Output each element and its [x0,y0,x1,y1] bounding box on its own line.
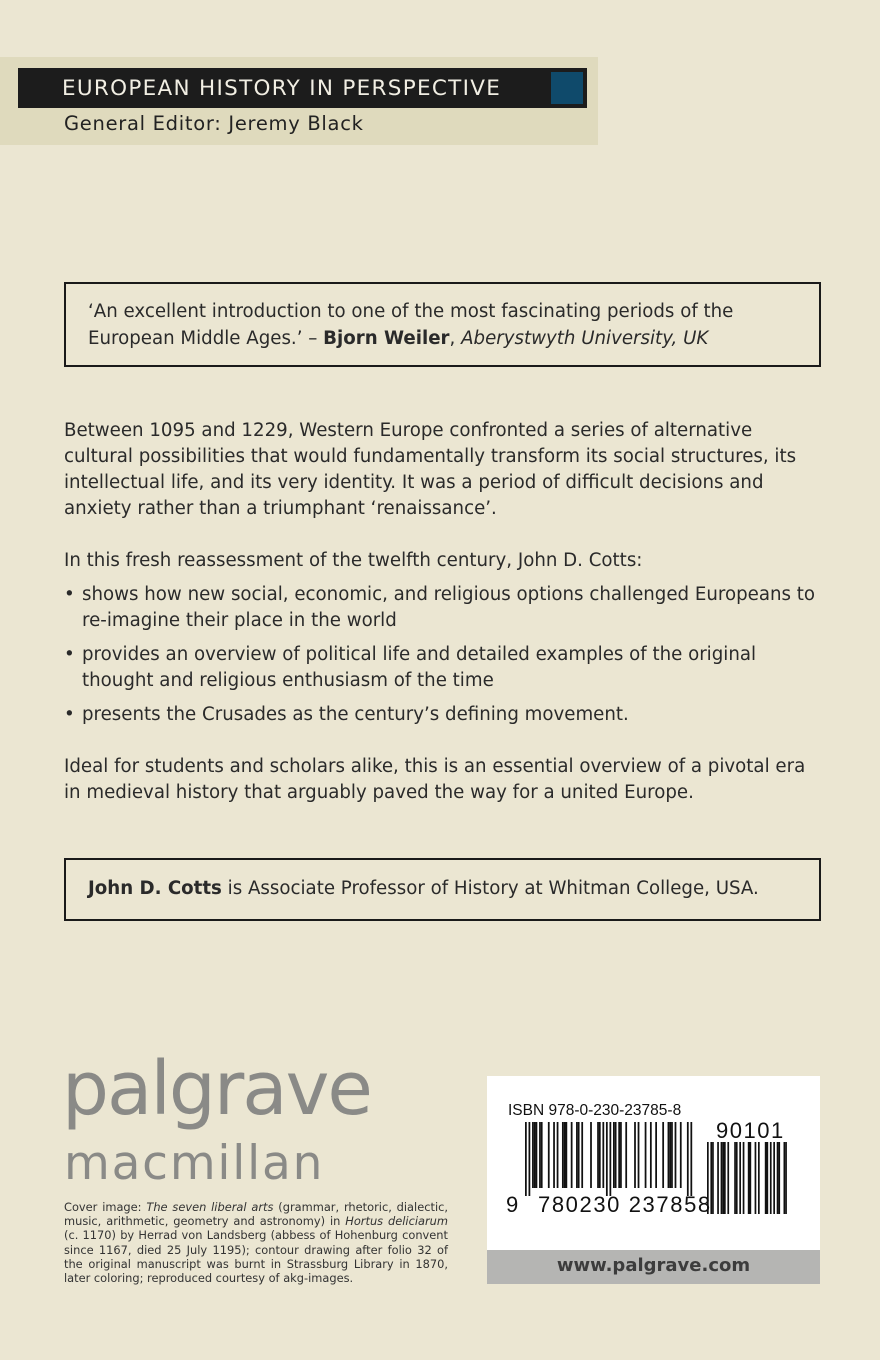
barcode-bar [712,1142,714,1214]
barcode-bar [565,1122,567,1188]
barcode-bar [750,1142,752,1214]
barcode-bar [606,1122,608,1196]
barcode-bar [536,1122,538,1188]
barcode-bar [734,1142,736,1214]
barcode-bar [576,1122,578,1188]
barcode-bar [662,1122,664,1188]
bullet-marker: • [64,704,75,725]
barcode-bar [534,1122,536,1188]
series-accent-square [551,72,583,104]
review-quote [88,298,808,352]
barcode-bar [571,1122,573,1188]
bullet-text: shows how new social, economic, and religious options challenged Europeans to re-imagine their place in the world [82,584,816,631]
barcode-bar [727,1142,729,1214]
credit-work: Hortus deliciarum [345,1214,449,1229]
quote-text: ‘An excellent introduction to one of the most fascinating periods of the European Middle Ages.’ – [88,301,734,349]
series-header [0,57,598,145]
barcode-bar [590,1122,592,1188]
barcode-bar [581,1122,583,1188]
isbn-label: ISBN 978-0-230-23785-8 [508,1102,682,1119]
bullet-marker: • [64,644,75,665]
barcode-bar [625,1122,627,1188]
barcode-bar [615,1122,617,1188]
barcode-bar [748,1142,750,1214]
barcode-bar [671,1122,673,1188]
barcode-bar [620,1122,622,1188]
barcode-bar [564,1122,566,1188]
barcode-bar [767,1142,769,1214]
series-title-bar [18,68,587,108]
barcode-bar [743,1142,745,1214]
credit-title: The seven liberal arts [146,1200,274,1214]
barcode-bar [529,1122,531,1196]
barcode-bar [645,1122,647,1188]
barcode-first-digit: 9 [506,1192,519,1217]
quote-affiliation: Aberystwyth University, UK [461,328,709,349]
website-strip [487,1250,820,1284]
barcode-bar [557,1122,559,1188]
bullet-item [64,642,824,694]
barcode-bar [532,1122,534,1188]
barcode-bar [548,1122,550,1188]
barcode-bar [553,1122,555,1188]
macmillan-logo: macmillan [64,1136,325,1191]
blurb-closing: Ideal for students and scholars alike, this is an essential overview of a pivotal era in medieval history that arguably paved the way for a united Europe. [64,756,806,803]
barcode-bar [773,1142,775,1214]
bullet-text: provides an overview of political life and detailed examples of the original thought and religious enthusiasm of the time [82,644,757,691]
barcode-addon-digits: 90101 [716,1118,785,1143]
barcode-bar [680,1122,682,1188]
credit-post: (c. 1170) by Herrad von Landsberg (abbess of Hohenburg convent since 1167, died 25 July 1195); contour drawing after folio 32 of the original manuscript was burnt in Strassburg Library in 1870, later coloring; reproduced courtesy of akg-images. [64,1228,448,1286]
author-bio-box [64,858,821,921]
barcode-bar [784,1142,786,1214]
barcode-bar [687,1122,689,1196]
barcode-bar [602,1122,604,1188]
barcode-bar [722,1142,724,1214]
barcode-bar [765,1142,767,1214]
quote-separator: , [449,328,462,349]
blurb-bullet-list [64,582,824,736]
barcode-bar [650,1122,652,1188]
barcode-bar [655,1122,657,1188]
bullet-text: presents the Crusades as the century’s defining movement. [82,704,629,725]
bullet-marker: • [64,584,75,605]
barcode-panel [487,1076,820,1284]
barcode-bar [668,1122,670,1188]
cover-image-credit [64,1200,448,1285]
author-bio [88,878,759,899]
barcode-bar [721,1142,723,1214]
barcode-bar [609,1122,611,1196]
barcode-bar [638,1122,640,1188]
barcode-bar [539,1122,541,1188]
author-bio-text: is Associate Professor of History at Whitman College, USA. [221,878,759,899]
review-quote-box [64,282,821,367]
barcode-bar [778,1142,780,1214]
barcode-bar [669,1122,671,1188]
palgrave-logo: palgrave [62,1046,371,1132]
author-name: John D. Cotts [88,878,222,899]
bullet-item [64,702,824,728]
blurb-paragraph-1: Between 1095 and 1229, Western Europe confronted a series of alternative cultural possibilities that would fundamentally transform its social structures, its intellectual life, and its very identity. It was a period of difficult decisions and anxiety rather than a triumphant ‘renaissance’. [64,420,797,519]
barcode-bar [770,1142,772,1214]
general-editor: General Editor: Jeremy Black [64,112,364,135]
barcode-bar [755,1142,757,1214]
credit-mid: (grammar, rhetoric, dialectic, music, arithmetic, geometry and astronomy) in [64,1200,448,1229]
barcode-bar [634,1122,636,1188]
bullet-item [64,582,824,634]
blurb-intro: In this fresh reassessment of the twelfth century, John D. Cotts: [64,550,643,571]
barcode-bar [690,1122,692,1196]
publisher-website: www.palgrave.com [556,1255,751,1276]
barcode-bar [758,1142,760,1214]
series-title: EUROPEAN HISTORY IN PERSPECTIVE [62,76,502,101]
barcode-bar [785,1142,787,1214]
quote-author: Bjorn Weiler [323,328,450,349]
barcode-bar [736,1142,738,1214]
barcode-bar [578,1122,580,1188]
barcode-bar [599,1122,601,1188]
barcode-bar [562,1122,564,1188]
credit-pre: Cover image: [64,1200,147,1214]
barcode-bar [739,1142,741,1214]
barcode-bar [675,1122,677,1188]
barcode-bar [613,1122,615,1188]
barcode-graphic [487,1076,820,1250]
barcode-bar [541,1122,543,1188]
barcode-main-digits: 780230 237858 [538,1192,712,1217]
barcode-bar [717,1142,719,1214]
barcode-bar [618,1122,620,1188]
barcode-bar [597,1122,599,1188]
barcode-bar [525,1122,527,1196]
barcode-bar [724,1142,726,1214]
barcode-bar [777,1142,779,1214]
